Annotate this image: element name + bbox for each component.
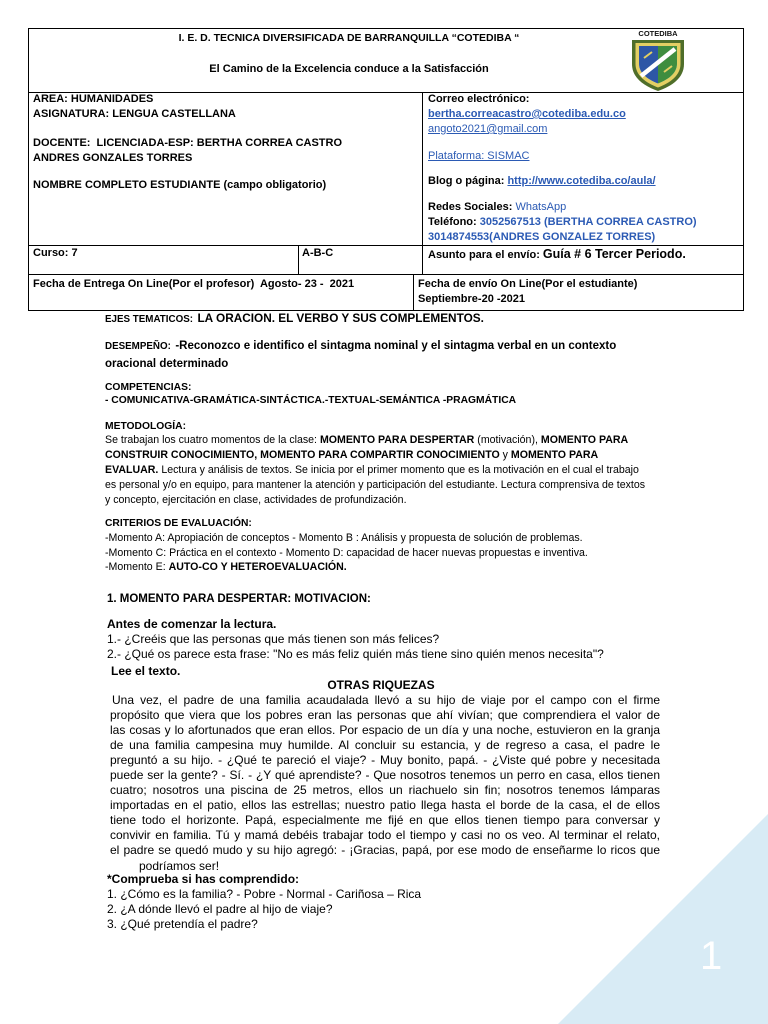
redes-value: WhatsApp <box>515 201 567 213</box>
table-row-divider <box>28 274 743 275</box>
desempeno-label: DESEMPEÑO: <box>105 341 171 352</box>
asunto-value: Guía # 6 Tercer Periodo. <box>542 247 686 261</box>
ejes-label: EJES TEMATICOS: <box>105 314 193 325</box>
table-column-divider <box>298 245 299 274</box>
blog-label: Blog o página: <box>428 175 505 187</box>
preguntas-previas <box>107 632 604 663</box>
asignatura-label: ASIGNATURA: LENGUA CASTELLANA <box>33 108 236 120</box>
desempeno <box>105 337 635 372</box>
fecha-entrega-value: Agosto- 23 - 2021 <box>259 278 355 290</box>
pregunta-item: 2. ¿A dónde llevó el padre al hijo de viaje? <box>107 902 333 916</box>
curso-label: Curso: 7 <box>33 247 78 259</box>
conjuncion: y <box>499 449 511 461</box>
plataforma-link[interactable]: Plataforma: SISMAC <box>428 150 530 162</box>
telefono-value-2: 3014874553(ANDRES GONZALEZ TORRES) <box>428 231 656 243</box>
redes-row <box>428 200 566 215</box>
criterios-list <box>105 531 588 575</box>
fecha-envio-label: Fecha de envío On Line(Por el estudiante) <box>418 278 638 290</box>
criterio-line: -Momento C: Práctica en el contexto - Momento D: capacidad de hacer nuevas propuestas e inventiva. <box>105 546 588 559</box>
metodologia-descripcion: Lectura y análisis de textos. Se inicia por el primer momento que es la motivación en el cual el trabajo es personal y/o en equipo, para mantener la atención y participación del estudiante. Lectura comprensiva de textos y concepto, ejercitación en clase, actividades de profundización. <box>105 464 646 506</box>
asunto-label: Asunto para el envío: <box>428 249 540 261</box>
comprension-preguntas <box>107 887 421 932</box>
email-link-2[interactable]: angoto2021@gmail.com <box>428 123 548 135</box>
story-line: de una familia campesina muy humilde. Al concluir su estancia, y de regreso a casa, el padre le <box>110 737 660 752</box>
story-line: preguntó a su hijo. - ¿Qué te pareció el viaje? - Muy bonito, papá. - ¿Viste qué pobre y necesitada <box>110 752 660 767</box>
story-text <box>110 693 660 874</box>
story-line: tiene todo el horizonte. Papá, especialmente me fijé en que ellos tienen tiempo para conversar y <box>110 813 660 828</box>
criterio-e-value: AUTO-CO Y HETEROEVALUACIÓN. <box>168 561 347 573</box>
ejes-tematicos <box>105 310 484 328</box>
redes-label: Redes Sociales: <box>428 201 513 213</box>
fecha-entrega-label: Fecha de Entrega On Line(Por el profesor) <box>33 278 255 290</box>
story-line: puede ser la gente? - Sí. - ¿Y qué aprendiste? - Que nosotros tenemos un perro en casa, ellos tienen <box>110 767 660 782</box>
page-number: 1 <box>700 934 723 978</box>
story-line: convivir en familia. Tú y mamá debéis trabajar todo el tiempo y casi no os veo. Al terminar el relato, <box>110 828 660 843</box>
table-row-divider <box>28 245 743 246</box>
email-link-1[interactable]: bertha.correacastro@cotediba.edu.co <box>428 108 626 120</box>
criterios-heading: CRITERIOS DE EVALUACIÓN: <box>105 518 252 529</box>
motivacion-note: (motivación), <box>474 434 541 446</box>
blog-link[interactable]: http://www.cotediba.co/aula/ <box>507 175 656 187</box>
desempeno-value: -Reconozco e identifico el sintagma nominal y el sintagma verbal en un contexto oracional determinado <box>105 340 617 370</box>
student-name-field-label: NOMBRE COMPLETO ESTUDIANTE (campo obligatorio) <box>33 179 327 191</box>
criterio-line: -Momento A: Apropiación de conceptos - Momento B : Análisis y propuesta de solución de problemas. <box>105 532 583 544</box>
momentos-construir-compartir: MOMENTO PARA CONSTRUIR CONOCIMIENTO, MOMENTO PARA COMPARTIR CONOCIMIENTO <box>105 434 628 461</box>
grupos-label: A-B-C <box>302 247 334 259</box>
story-line: el padre se quedó mudo y su hijo agregó: - ¡Gracias, papá, por ese modo de enseñarme lo ricos que <box>110 843 660 858</box>
story-line: las cosas y lo afortunados que eran ellos. Por espacio de un día y una noche, estuvieron en la granja <box>110 722 660 737</box>
competencias-value: - COMUNICATIVA-GRAMÁTICA-SINTÁCTICA.-TEXTUAL-SEMÁNTICA -PRAGMÁTICA <box>105 395 517 406</box>
institution-title: I. E. D. TECNICA DIVERSIFICADA DE BARRANQUILLA “COTEDIBA “ <box>178 32 520 44</box>
pregunta-item: 1. ¿Cómo es la familia? - Pobre - Normal - Cariñosa – Rica <box>107 887 422 901</box>
story-line: podríamos ser! <box>139 858 220 873</box>
antes-heading: Antes de comenzar la lectura. <box>107 617 277 631</box>
metodologia-heading: METODOLOGÍA: <box>105 421 187 432</box>
lee-el-texto: Lee el texto. <box>111 664 181 678</box>
story-line: importadas en el patio, ellos las estrellas; nuestro patio llega hasta el borde de la casa, el de ellos <box>110 798 660 813</box>
momento-despertar: MOMENTO PARA DESPERTAR <box>319 434 475 446</box>
institution-motto: El Camino de la Excelencia conduce a la Satisfacción <box>209 63 489 75</box>
table-column-divider <box>422 92 423 274</box>
asunto-row <box>428 247 686 263</box>
story-title: OTRAS RIQUEZAS <box>327 678 435 692</box>
telefono-row <box>428 215 697 230</box>
metodologia-paragraph <box>105 433 647 508</box>
email-label: Correo electrónico: <box>428 93 530 105</box>
area-label: AREA: HUMANIDADES <box>33 93 154 105</box>
criterio-e-label: -Momento E: <box>105 561 169 573</box>
telefono-label: Teléfono: <box>428 216 477 228</box>
table-border-right <box>743 28 744 311</box>
story-line: propósito que viera que los pobres eran las personas que ahí vivían; que comprendiera el valor de <box>110 707 660 722</box>
fecha-entrega-row <box>33 277 354 292</box>
competencias <box>105 381 516 407</box>
pregunta-previa: 1.- ¿Creéis que las personas que más tienen son más felices? <box>107 632 440 646</box>
fecha-envio-value: Septiembre-20 -2021 <box>418 293 525 305</box>
story-line: Una vez, el padre de una familia acaudalada llevó a su hijo de viaje por el campo con el firme <box>112 692 660 707</box>
competencias-label: COMPETENCIAS: <box>105 382 192 393</box>
pregunta-item: 3. ¿Qué pretendía el padre? <box>107 917 258 931</box>
docente-line-2: ANDRES GONZALES TORRES <box>33 152 193 164</box>
telefono-value-1: 3052567513 (BERTHA CORREA CASTRO) <box>479 216 697 228</box>
momento-1-heading: 1. MOMENTO PARA DESPERTAR: MOTIVACION: <box>107 593 371 605</box>
ejes-value: LA ORACION. EL VERBO Y SUS COMPLEMENTOS. <box>197 311 484 325</box>
criterio-line <box>105 560 588 575</box>
cotediba-logo <box>622 28 694 92</box>
logo-text: COTEDIBA <box>638 29 678 38</box>
blog-row <box>428 174 656 189</box>
table-column-divider <box>413 274 414 310</box>
pregunta-previa: 2.- ¿Qué os parece esta frase: "No es más feliz quién más tiene sino quién menos necesita"? <box>107 647 604 662</box>
momento-evaluar: MOMENTO PARA EVALUAR. <box>105 449 598 476</box>
metodologia-intro: Se trabajan los cuatro momentos de la clase: <box>105 434 320 446</box>
story-line: cuatro; nosotros una piscina de 25 metros, ellos un riachuelo sin fin; nosotros tenemos lámparas <box>110 783 660 798</box>
docente-line-1: DOCENTE: LICENCIADA-ESP: BERTHA CORREA CASTRO <box>33 137 343 149</box>
comprueba-heading: *Comprueba si has comprendido: <box>107 872 300 886</box>
